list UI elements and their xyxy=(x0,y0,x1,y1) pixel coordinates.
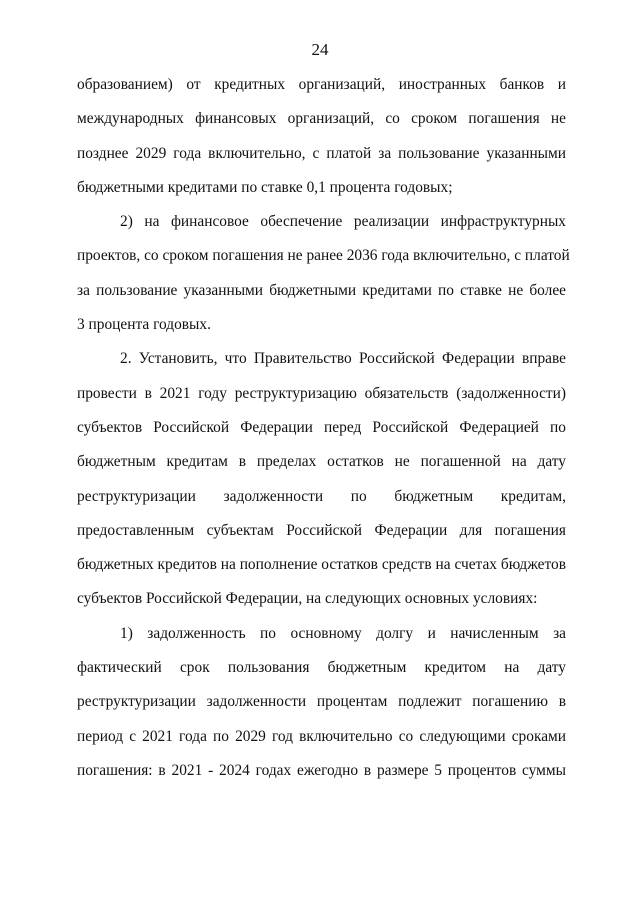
text-line: позднее 2029 года включительно, с платой за пользование указанными xyxy=(77,144,566,162)
text-line: за пользование указанными бюджетными кредитами по ставке не более xyxy=(77,281,566,299)
text-line: 1) задолженность по основному долгу и начисленным за xyxy=(120,624,566,642)
text-line: 3 процента годовых. xyxy=(77,316,211,334)
text-line: погашения: в 2021 - 2024 годах ежегодно в размере 5 процентов суммы xyxy=(77,761,566,779)
text-line: бюджетных кредитов на пополнение остатков средств на счетах бюджетов xyxy=(77,556,566,574)
text-line: бюджетными кредитами по ставке 0,1 процента годовых; xyxy=(77,178,453,196)
text-line: бюджетным кредитам в пределах остатков не погашенной на дату xyxy=(77,453,566,471)
text-line: проектов, со сроком погашения не ранее 2036 года включительно, с платой xyxy=(77,247,570,265)
text-line: предоставленным субъектам Российской Федерации для погашения xyxy=(77,521,566,539)
text-line: международных финансовых организаций, со сроком погашения не xyxy=(77,110,566,128)
text-line: 2. Установить, что Правительство Российской Федерации вправе xyxy=(120,350,566,368)
document-body xyxy=(77,68,570,788)
text-line: реструктуризации задолженности процентам подлежит погашению в xyxy=(77,693,566,711)
text-line: реструктуризации задолженности по бюджетным кредитам, xyxy=(77,487,566,505)
text-line: период с 2021 года по 2029 год включительно со следующими сроками xyxy=(77,727,566,745)
text-line: 2) на финансовое обеспечение реализации инфраструктурных xyxy=(120,213,566,231)
text-line: фактический срок пользования бюджетным кредитом на дату xyxy=(77,659,566,677)
text-line: субъектов Российской Федерации, на следующих основных условиях: xyxy=(77,590,538,608)
text-line: образованием) от кредитных организаций, иностранных банков и xyxy=(77,76,566,93)
text-line: субъектов Российской Федерации перед Российской Федерацией по xyxy=(77,418,566,436)
page-number: 24 xyxy=(311,40,329,59)
text-line: провести в 2021 году реструктуризацию обязательств (задолженности) xyxy=(77,384,566,402)
